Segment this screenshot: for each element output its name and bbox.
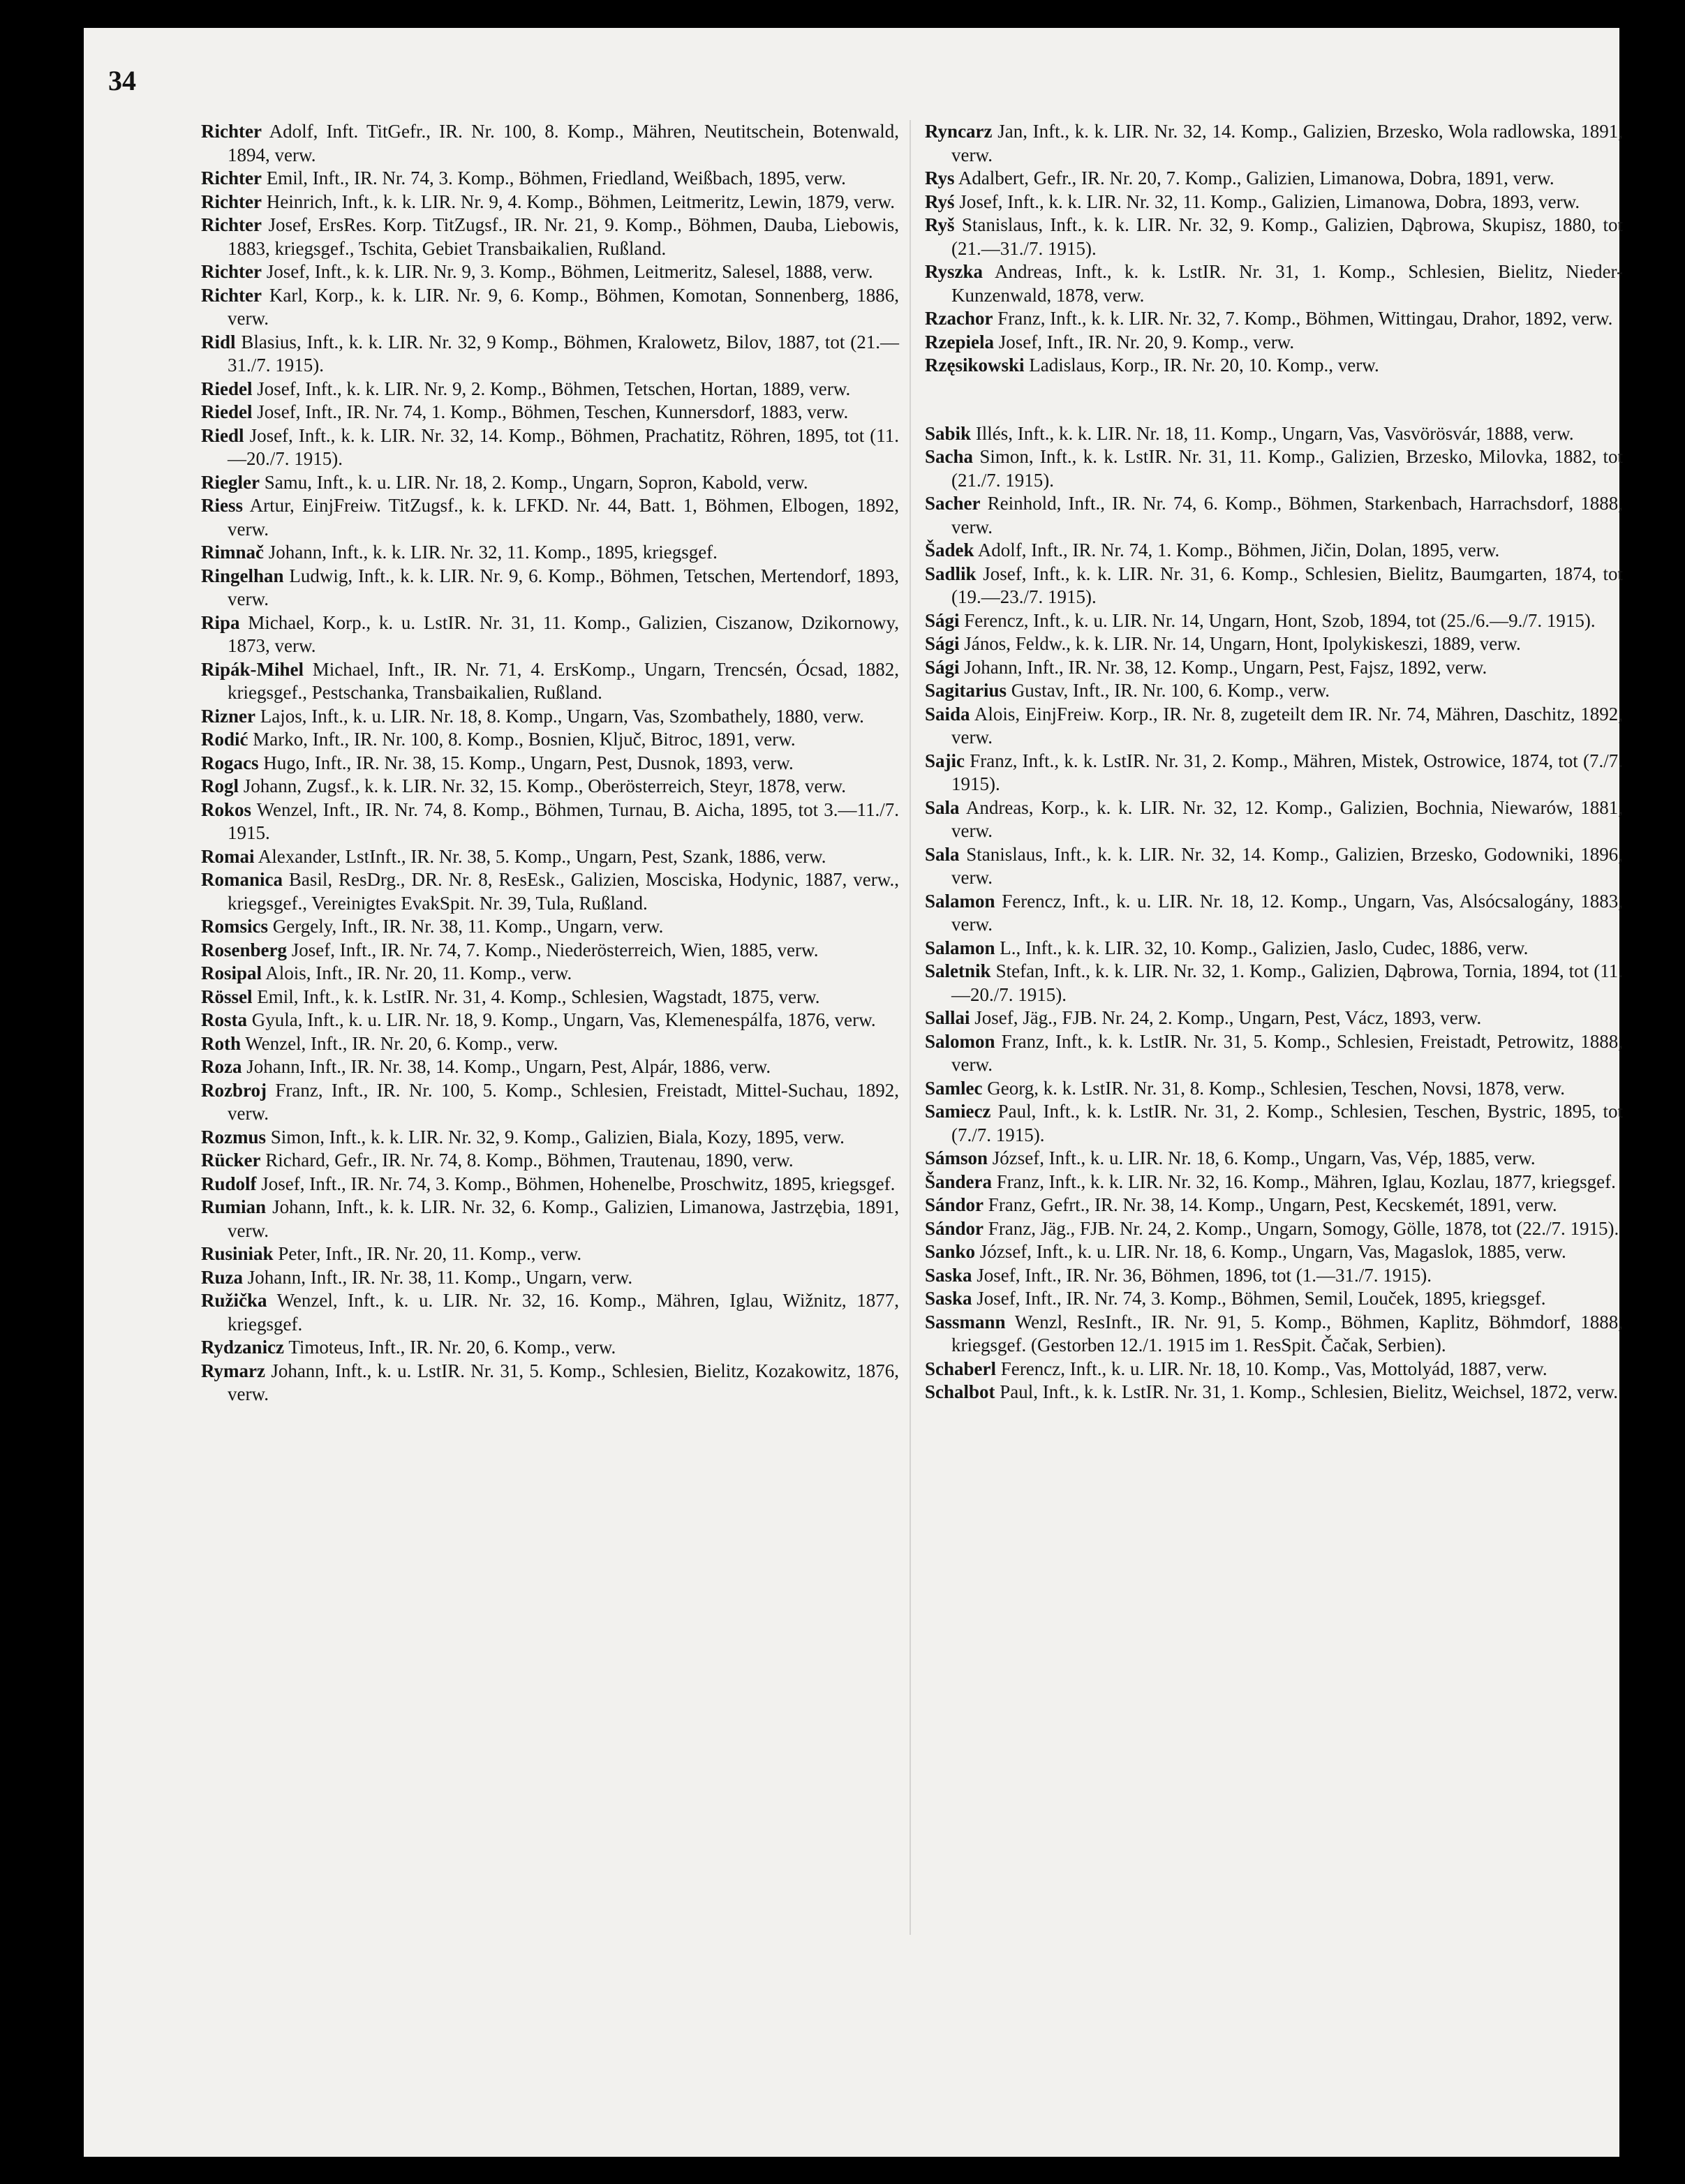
roster-entry <box>201 705 899 729</box>
entry-details: Andreas, Inft., k. k. LstIR. Nr. 31, 1. Komp., Schlesien, Bielitz, Nieder-Kunzenwald, 1878, verw. <box>951 261 1623 306</box>
entry-surname: Rudolf <box>201 1173 257 1194</box>
entry-details: Ferencz, Inft., k. u. LIR. Nr. 14, Ungarn, Hont, Szob, 1894, tot (25./6.—9./7. 1915). <box>964 609 1596 631</box>
entry-details: Josef, Inft., IR. Nr. 74, 1. Komp., Böhmen, Teschen, Kunnersdorf, 1883, verw. <box>257 401 849 422</box>
entry-details: Karl, Korp., k. k. LIR. Nr. 9, 6. Komp., Böhmen, Komotan, Sonnenberg, 1886, verw. <box>228 284 899 329</box>
entry-surname: Rozmus <box>201 1126 266 1147</box>
roster-entry <box>201 752 899 775</box>
roster-entry <box>201 1196 899 1242</box>
roster-entry <box>925 167 1623 191</box>
roster-entry <box>201 1360 899 1406</box>
left-column <box>201 120 899 1406</box>
entry-details: Wenzel, Inft., IR. Nr. 74, 8. Komp., Böhmen, Turnau, B. Aicha, 1895, tot 3.—11./7. 1915. <box>228 798 899 843</box>
entry-surname: Rizner <box>201 705 255 727</box>
entry-details: Alois, EinjFreiw. Korp., IR. Nr. 8, zugeteilt dem IR. Nr. 74, Mähren, Daschitz, 1892, verw. <box>951 703 1624 748</box>
roster-entry <box>201 1079 899 1126</box>
roster-entry <box>201 915 899 939</box>
entry-surname: Sándor <box>925 1194 984 1215</box>
entry-surname: Sándor <box>925 1217 984 1239</box>
entry-surname: Saida <box>925 703 970 725</box>
roster-entry <box>925 679 1623 703</box>
roster-entry <box>925 307 1623 331</box>
roster-entry <box>201 1009 899 1032</box>
roster-entry <box>925 1194 1623 1217</box>
entry-surname: Ružička <box>201 1290 267 1311</box>
entry-surname: Rumian <box>201 1196 267 1217</box>
roster-entry <box>201 471 899 495</box>
roster-entry <box>925 890 1623 937</box>
roster-entry <box>925 214 1623 260</box>
roster-entry <box>201 798 899 845</box>
entry-details: Johann, Zugsf., k. k. LIR. Nr. 32, 15. Komp., Oberösterreich, Steyr, 1878, verw. <box>243 775 847 796</box>
roster-entry <box>925 609 1623 633</box>
roster-entry <box>925 260 1623 307</box>
entry-surname: Rymarz <box>201 1360 266 1381</box>
entry-surname: Sabik <box>925 422 972 444</box>
entry-surname: Rodić <box>201 729 248 750</box>
entry-surname: Romai <box>201 845 255 867</box>
entry-surname: Roth <box>201 1032 242 1054</box>
entry-surname: Ryš <box>925 214 955 235</box>
entry-details: Alexander, LstInft., IR. Nr. 38, 5. Komp., Ungarn, Pest, Szank, 1886, verw. <box>258 845 826 867</box>
entry-details: Wenzl, ResInft., IR. Nr. 91, 5. Komp., Böhmen, Kaplitz, Böhmdorf, 1888, kriegsgef. (Gestorben 12./1. 1915 im 1. ResSpit. Čačak, Serbien). <box>951 1311 1623 1355</box>
entry-details: Johann, Inft., IR. Nr. 38, 11. Komp., Ungarn, verw. <box>247 1266 633 1288</box>
roster-entry <box>925 1240 1623 1264</box>
entry-details: Josef, Inft., IR. Nr. 74, 7. Komp., Niederösterreich, Wien, 1885, verw. <box>291 939 819 960</box>
entry-details: Peter, Inft., IR. Nr. 20, 11. Komp., verw. <box>278 1243 582 1264</box>
roster-entry <box>925 563 1623 609</box>
entry-details: Adolf, Inft., IR. Nr. 74, 1. Komp., Böhmen, Jičin, Dolan, 1895, verw. <box>977 540 1500 560</box>
entry-details: Josef, Inft., k. k. LIR. Nr. 9, 3. Komp., Böhmen, Leitmeritz, Salesel, 1888, verw. <box>266 261 873 282</box>
entry-details: Ferencz, Inft., k. u. LIR. Nr. 18, 12. Komp., Ungarn, Vas, Alsócsalogány, 1883, verw. <box>951 890 1623 935</box>
roster-entry <box>925 1217 1623 1241</box>
entry-surname: Romsics <box>201 916 268 937</box>
entry-surname: Rys <box>925 168 955 188</box>
entry-surname: Rzepiela <box>925 331 994 352</box>
roster-entry <box>201 868 899 915</box>
roster-entry <box>201 494 899 541</box>
roster-entry <box>201 1266 899 1290</box>
entry-details: Jan, Inft., k. k. LIR. Nr. 32, 14. Komp., Galizien, Brzesko, Wola radlowska, 1891, verw. <box>951 121 1624 165</box>
right-column <box>925 120 1623 1404</box>
entry-details: Georg, k. k. LstIR. Nr. 31, 8. Komp., Schlesien, Teschen, Novsi, 1878, verw. <box>987 1077 1566 1099</box>
roster-entry <box>925 354 1623 378</box>
entry-details: Franz, Inft., k. k. LstIR. Nr. 31, 2. Komp., Mähren, Mistek, Ostrowice, 1874, tot (7./7. 1915). <box>951 750 1624 794</box>
entry-details: Timoteus, Inft., IR. Nr. 20, 6. Komp., verw. <box>288 1337 616 1358</box>
entry-surname: Riegler <box>201 471 260 493</box>
roster-entry <box>925 1077 1623 1101</box>
roster-entry <box>201 565 899 611</box>
entry-details: Heinrich, Inft., k. k. LIR. Nr. 9, 4. Komp., Böhmen, Leitmeritz, Lewin, 1879, verw. <box>266 191 896 212</box>
entry-surname: Saletnik <box>925 960 991 981</box>
entry-details: Franz, Inft., k. k. LstIR. Nr. 31, 5. Komp., Schlesien, Freistadt, Petrowitz, 1888, verw. <box>951 1030 1623 1075</box>
roster-entry <box>925 492 1623 539</box>
entry-details: Ferencz, Inft., k. u. LIR. Nr. 18, 10. Komp., Vas, Mottolyád, 1887, verw. <box>1000 1358 1547 1379</box>
entry-details: Gyula, Inft., k. u. LIR. Nr. 18, 9. Komp., Ungarn, Vas, Klemenespálfa, 1876, verw. <box>251 1009 876 1030</box>
entry-surname: Šandera <box>925 1171 993 1192</box>
roster-entry <box>201 424 899 471</box>
entry-details: L., Inft., k. k. LIR. 32, 10. Komp., Galizien, Jaslo, Cudec, 1886, verw. <box>1000 937 1529 958</box>
entry-details: Josef, Inft., IR. Nr. 74, 3. Komp., Böhmen, Semil, Louček, 1895, kriegsgef. <box>977 1288 1546 1309</box>
entry-surname: Schaberl <box>925 1358 997 1379</box>
roster-entry <box>201 1289 899 1336</box>
entry-details: Andreas, Korp., k. k. LIR. Nr. 32, 12. Komp., Galizien, Bochnia, Niewarów, 1881, verw. <box>951 796 1623 841</box>
roster-entry <box>925 960 1623 1006</box>
entry-surname: Richter <box>201 284 262 306</box>
entry-details: Johann, Inft., k. k. LIR. Nr. 32, 11. Komp., 1895, kriegsgef. <box>268 542 718 563</box>
roster-entry <box>925 796 1623 843</box>
entry-details: Michael, Korp., k. u. LstIR. Nr. 31, 11. Komp., Galizien, Ciszanow, Dzikornowy, 1873, verw. <box>228 611 899 656</box>
entry-surname: Sagitarius <box>925 680 1007 701</box>
roster-entry <box>925 331 1623 355</box>
entry-surname: Rozbroj <box>201 1079 267 1101</box>
entry-details: Hugo, Inft., IR. Nr. 38, 15. Komp., Ungarn, Pest, Dusnok, 1893, verw. <box>263 752 794 773</box>
entry-details: Paul, Inft., k. k. LstIR. Nr. 31, 1. Komp., Schlesien, Bielitz, Weichsel, 1872, verw. <box>1000 1381 1618 1402</box>
entry-surname: Rogl <box>201 775 239 796</box>
entry-details: Josef, Inft., k. k. LIR. Nr. 9, 2. Komp., Böhmen, Tetschen, Hortan, 1889, verw. <box>257 378 851 399</box>
roster-entry <box>201 331 899 378</box>
entry-details: Alois, Inft., IR. Nr. 20, 11. Komp., verw. <box>265 963 572 983</box>
entry-surname: Rogacs <box>201 752 259 773</box>
entry-details: Blasius, Inft., k. k. LIR. Nr. 32, 9 Komp., Böhmen, Kralowetz, Bilov, 1887, tot (21.—31./7. 1915). <box>228 331 899 376</box>
roster-entry <box>925 539 1623 563</box>
entry-details: Johann, Inft., k. k. LIR. Nr. 32, 6. Komp., Galizien, Limanowa, Jastrzębia, 1891, verw. <box>228 1196 899 1241</box>
roster-entry <box>925 656 1623 680</box>
entry-surname: Sámson <box>925 1147 988 1168</box>
roster-entry <box>925 1264 1623 1288</box>
entry-surname: Saska <box>925 1264 972 1286</box>
entry-details: Josef, Inft., k. k. LIR. Nr. 32, 11. Komp., Galizien, Limanowa, Dobra, 1893, verw. <box>959 191 1580 212</box>
entry-details: Josef, Jäg., FJB. Nr. 24, 2. Komp., Ungarn, Pest, Vácz, 1893, verw. <box>974 1007 1482 1028</box>
roster-entry <box>925 703 1623 750</box>
entry-surname: Ryszka <box>925 261 983 282</box>
entry-surname: Sala <box>925 843 960 865</box>
entry-surname: Rosipal <box>201 963 262 983</box>
roster-entry <box>201 658 899 705</box>
entry-details: Josef, Inft., k. k. LIR. Nr. 31, 6. Komp., Schlesien, Bielitz, Baumgarten, 1874, tot (19.—23./7. 1915). <box>951 563 1624 607</box>
entry-details: Franz, Inft., k. k. LIR. Nr. 32, 7. Komp., Böhmen, Wittingau, Drahor, 1892, verw. <box>997 308 1613 329</box>
entry-surname: Saska <box>925 1288 972 1309</box>
entry-surname: Rokos <box>201 798 252 820</box>
roster-entry <box>925 120 1623 167</box>
entry-surname: Ridl <box>201 331 236 352</box>
entry-surname: Rössel <box>201 986 253 1007</box>
entry-details: Paul, Inft., k. k. LstIR. Nr. 31, 2. Komp., Schlesien, Teschen, Bystric, 1895, tot (7./7. 1915). <box>951 1101 1624 1145</box>
entry-details: Stanislaus, Inft., k. k. LIR. Nr. 32, 9. Komp., Galizien, Dąbrowa, Skupisz, 1880, tot (21.—31./7. 1915). <box>951 214 1624 259</box>
entry-surname: Samiecz <box>925 1101 991 1122</box>
entry-surname: Rusiniak <box>201 1243 274 1264</box>
entry-surname: Richter <box>201 214 262 235</box>
roster-entry <box>925 1381 1623 1404</box>
roster-entry <box>925 1358 1623 1381</box>
entry-surname: Rzachor <box>925 308 993 329</box>
entry-details: József, Inft., k. u. LIR. Nr. 18, 6. Komp., Ungarn, Vas, Magaslok, 1885, verw. <box>979 1241 1566 1262</box>
roster-entry <box>201 1055 899 1079</box>
entry-surname: Riedel <box>201 378 253 399</box>
entry-surname: Riedel <box>201 401 253 422</box>
entry-details: Franz, Jäg., FJB. Nr. 24, 2. Komp., Ungarn, Somogy, Gölle, 1878, tot (22./7. 1915). <box>988 1217 1619 1239</box>
section-gap <box>925 378 1623 422</box>
entry-surname: Sala <box>925 796 960 818</box>
roster-entry <box>201 260 899 284</box>
entry-surname: Schalbot <box>925 1381 995 1402</box>
roster-entry <box>925 1147 1623 1171</box>
entry-details: Ludwig, Inft., k. k. LIR. Nr. 9, 6. Komp., Böhmen, Tetschen, Mertendorf, 1893, verw. <box>228 565 899 609</box>
roster-entry <box>925 632 1623 656</box>
entry-details: Samu, Inft., k. u. LIR. Nr. 18, 2. Komp., Ungarn, Sopron, Kabold, verw. <box>264 471 808 493</box>
entry-details: Johann, Inft., k. u. LstIR. Nr. 31, 5. Komp., Schlesien, Bielitz, Kozakowitz, 1876, verw. <box>228 1360 899 1404</box>
entry-details: Josef, Inft., IR. Nr. 20, 9. Komp., verw. <box>998 331 1295 352</box>
roster-entry <box>201 191 899 214</box>
entry-surname: Salamon <box>925 937 995 958</box>
entry-surname: Richter <box>201 191 262 212</box>
entry-details: Johann, Inft., IR. Nr. 38, 14. Komp., Ungarn, Pest, Alpár, 1886, verw. <box>246 1056 771 1077</box>
entry-details: Adolf, Inft. TitGefr., IR. Nr. 100, 8. Komp., Mähren, Neutitschein, Botenwald, 1894, verw. <box>228 121 899 165</box>
entry-surname: Sajic <box>925 750 965 771</box>
entry-details: Johann, Inft., IR. Nr. 38, 12. Komp., Ungarn, Pest, Fajsz, 1892, verw. <box>964 656 1487 678</box>
entry-details: Gustav, Inft., IR. Nr. 100, 6. Komp., verw. <box>1011 680 1330 701</box>
roster-entry <box>925 1100 1623 1147</box>
roster-entry <box>201 214 899 260</box>
entry-details: Ladislaus, Korp., IR. Nr. 20, 10. Komp., verw. <box>1029 355 1379 376</box>
entry-details: Josef, ErsRes. Korp. TitZugsf., IR. Nr. 21, 9. Komp., Böhmen, Dauba, Liebowis, 1883, kriegsgef., Tschita, Gebiet Transbaikalien, Rußland. <box>228 214 900 259</box>
entry-surname: Richter <box>201 168 262 188</box>
entry-surname: Romanica <box>201 869 283 890</box>
entry-surname: Rücker <box>201 1150 261 1171</box>
entry-surname: Ryncarz <box>925 121 993 142</box>
entry-details: Illés, Inft., k. k. LIR. Nr. 18, 11. Komp., Ungarn, Vas, Vasvörösvár, 1888, verw. <box>975 422 1574 444</box>
entry-surname: Sadlik <box>925 563 977 584</box>
entry-surname: Ruza <box>201 1266 243 1288</box>
entry-surname: Ringelhan <box>201 565 284 586</box>
roster-entry <box>201 775 899 798</box>
entry-details: József, Inft., k. u. LIR. Nr. 18, 6. Komp., Ungarn, Vas, Vép, 1885, verw. <box>992 1147 1536 1168</box>
roster-entry <box>201 1032 899 1056</box>
roster-entry <box>925 1287 1623 1311</box>
roster-entry <box>201 939 899 963</box>
roster-entry <box>201 1149 899 1173</box>
entry-details: Wenzel, Inft., IR. Nr. 20, 6. Komp., verw. <box>245 1032 558 1054</box>
entry-details: Josef, Inft., IR. Nr. 36, Böhmen, 1896, tot (1.—31./7. 1915). <box>977 1264 1432 1286</box>
entry-surname: Roza <box>201 1056 242 1077</box>
roster-entry <box>201 962 899 986</box>
entry-details: Richard, Gefr., IR. Nr. 74, 8. Komp., Böhmen, Trautenau, 1890, verw. <box>265 1150 794 1171</box>
entry-details: Simon, Inft., k. k. LstIR. Nr. 31, 11. Komp., Galizien, Brzesko, Milovka, 1882, tot (21./7. 1915). <box>951 446 1623 491</box>
section-s-entries <box>925 422 1623 1404</box>
roster-entry <box>201 986 899 1009</box>
roster-entry <box>925 750 1623 796</box>
section-r-entries <box>925 120 1623 378</box>
roster-entry <box>201 728 899 752</box>
roster-entry <box>925 1006 1623 1030</box>
entry-surname: Sanko <box>925 1241 976 1262</box>
entry-details: Gergely, Inft., IR. Nr. 38, 11. Komp., Ungarn, verw. <box>272 916 664 937</box>
entry-surname: Samlec <box>925 1077 983 1099</box>
entry-surname: Rzęsikowski <box>925 355 1025 376</box>
entry-details: Reinhold, Inft., IR. Nr. 74, 6. Komp., Böhmen, Starkenbach, Harrachsdorf, 1888, verw. <box>951 493 1624 537</box>
roster-entry <box>925 191 1623 214</box>
roster-entry <box>201 611 899 658</box>
roster-entry <box>925 937 1623 960</box>
roster-entry <box>201 845 899 869</box>
entry-details: Marko, Inft., IR. Nr. 100, 8. Komp., Bosnien, Ključ, Bitroc, 1891, verw. <box>253 729 796 750</box>
entry-surname: Sallai <box>925 1007 970 1028</box>
roster-entry <box>925 422 1623 446</box>
page-number: 34 <box>108 65 136 96</box>
roster-entry <box>201 401 899 424</box>
roster-entry <box>201 120 899 167</box>
roster-entry <box>925 445 1623 492</box>
entry-details: János, Feldw., k. k. LIR. Nr. 14, Ungarn, Hont, Ipolykiskeszi, 1889, verw. <box>964 633 1521 654</box>
entry-surname: Šadek <box>925 540 974 560</box>
entry-surname: Rydzanicz <box>201 1337 285 1358</box>
roster-entry <box>201 167 899 191</box>
entry-details: Adalbert, Gefr., IR. Nr. 20, 7. Komp., Galizien, Limanowa, Dobra, 1891, verw. <box>958 168 1554 188</box>
entry-details: Emil, Inft., k. k. LstIR. Nr. 31, 4. Komp., Schlesien, Wagstadt, 1875, verw. <box>257 986 820 1007</box>
entry-details: Franz, Gefrt., IR. Nr. 38, 14. Komp., Ungarn, Pest, Kecskemét, 1891, verw. <box>988 1194 1557 1215</box>
entry-details: Basil, ResDrg., DR. Nr. 8, ResEsk., Galizien, Mosciska, Hodynic, 1887, verw., kriegsgef., Vereinigtes EvakSpit. Nr. 39, Tula, Rußland. <box>228 869 900 914</box>
entry-surname: Riess <box>201 495 243 516</box>
entry-surname: Ripa <box>201 611 240 633</box>
entry-details: Josef, Inft., k. k. LIR. Nr. 32, 14. Komp., Böhmen, Prachatitz, Röhren, 1895, tot (11.—20./7. 1915). <box>228 424 900 469</box>
entry-details: Stefan, Inft., k. k. LIR. Nr. 32, 1. Komp., Galizien, Dąbrowa, Tornia, 1894, tot (11.—20./7. 1915). <box>951 960 1624 1005</box>
entry-surname: Richter <box>201 121 262 142</box>
roster-entry <box>201 1336 899 1360</box>
entry-surname: Sági <box>925 609 960 631</box>
entry-surname: Salomon <box>925 1030 995 1052</box>
entry-surname: Rosenberg <box>201 939 287 960</box>
entry-surname: Riedl <box>201 424 244 446</box>
entry-surname: Sacher <box>925 493 981 514</box>
entry-details: Wenzel, Inft., k. u. LIR. Nr. 32, 16. Komp., Mähren, Iglau, Wižnitz, 1877, kriegsgef. <box>228 1290 899 1335</box>
roster-entry <box>201 378 899 401</box>
entry-surname: Ryś <box>925 191 955 212</box>
entry-details: Lajos, Inft., k. u. LIR. Nr. 18, 8. Komp., Ungarn, Vas, Szombathely, 1880, verw. <box>260 705 864 727</box>
roster-entry <box>925 843 1623 890</box>
entry-details: Artur, EinjFreiw. TitZugsf., k. k. LFKD. Nr. 44, Batt. 1, Böhmen, Elbogen, 1892, verw. <box>228 495 899 540</box>
entry-details: Emil, Inft., IR. Nr. 74, 3. Komp., Böhmen, Friedland, Weißbach, 1895, verw. <box>266 168 846 188</box>
roster-entry <box>201 1242 899 1266</box>
entry-surname: Rosta <box>201 1009 247 1030</box>
entry-details: Stanislaus, Inft., k. k. LIR. Nr. 32, 14. Komp., Galizien, Brzesko, Godowniki, 1896, verw. <box>951 843 1623 888</box>
entry-details: Josef, Inft., IR. Nr. 74, 3. Komp., Böhmen, Hohenelbe, Proschwitz, 1895, kriegsgef. <box>261 1173 896 1194</box>
roster-entry <box>201 284 899 331</box>
roster-entry <box>201 1126 899 1150</box>
entry-surname: Richter <box>201 261 262 282</box>
entry-surname: Salamon <box>925 890 995 912</box>
entry-details: Franz, Inft., k. k. LIR. Nr. 32, 16. Komp., Mähren, Iglau, Kozlau, 1877, kriegsgef. <box>996 1171 1616 1192</box>
column-divider <box>910 120 911 1935</box>
roster-entry <box>201 1173 899 1196</box>
roster-entry <box>925 1030 1623 1077</box>
entry-surname: Rimnač <box>201 542 264 563</box>
entry-surname: Sacha <box>925 446 974 467</box>
roster-entry <box>201 541 899 565</box>
roster-entry <box>925 1171 1623 1194</box>
entry-details: Franz, Inft., IR. Nr. 100, 5. Komp., Schlesien, Freistadt, Mittel-Suchau, 1892, verw. <box>228 1079 899 1124</box>
entry-surname: Ripák-Mihel <box>201 658 304 680</box>
entry-details: Michael, Inft., IR. Nr. 71, 4. ErsKomp., Ungarn, Trencsén, Ócsad, 1882, kriegsgef., Pestschanka, Transbaikalien, Rußland. <box>228 658 900 703</box>
entry-details: Simon, Inft., k. k. LIR. Nr. 32, 9. Komp., Galizien, Biala, Kozy, 1895, verw. <box>270 1126 845 1147</box>
entry-surname: Sági <box>925 633 960 654</box>
entry-surname: Sassmann <box>925 1311 1006 1332</box>
roster-entry <box>925 1311 1623 1358</box>
entry-surname: Sági <box>925 656 960 678</box>
